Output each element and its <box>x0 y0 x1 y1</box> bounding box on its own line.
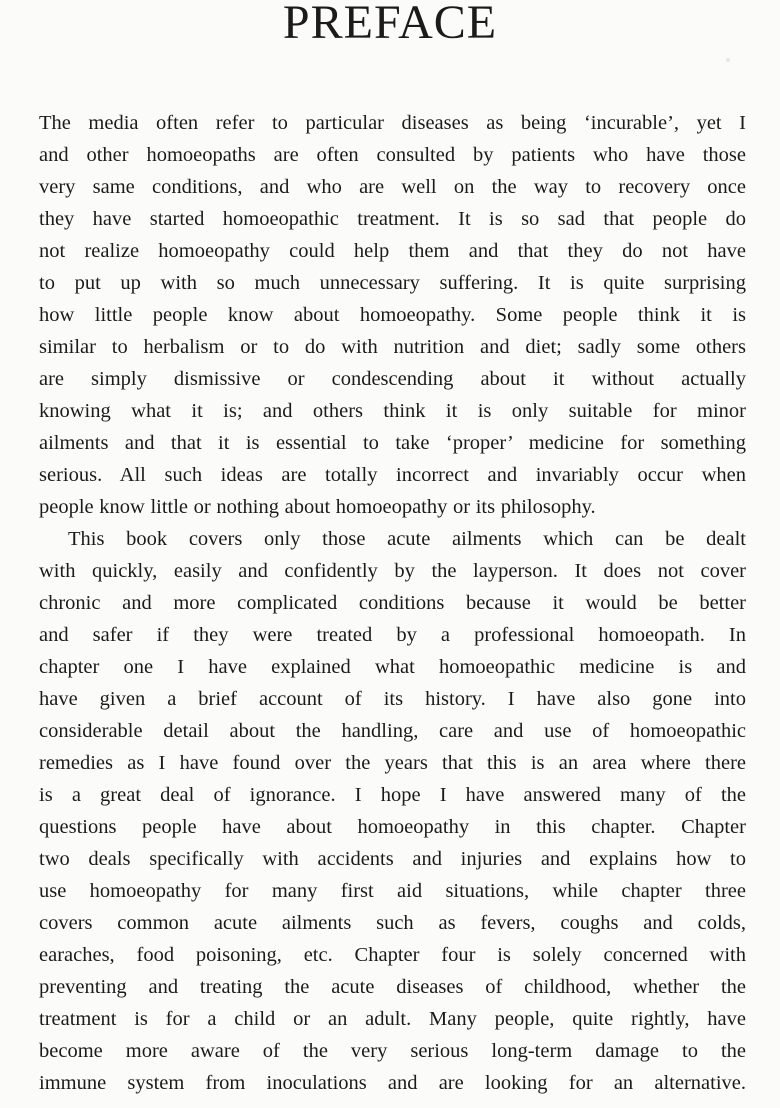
text-line: how little people know about homoeopathy. Some people think it is <box>39 304 746 326</box>
text-line: with quickly, easily and confidently by the layperson. It does not cover <box>39 560 746 582</box>
text-line: serious. All such ideas are totally incorrect and invariably occur when <box>39 464 746 486</box>
text-line: preventing and treating the acute diseases of childhood, whether the <box>39 976 746 998</box>
paragraph-1 <box>39 107 746 523</box>
text-line: are simply dismissive or condescending about it without actually <box>39 368 746 390</box>
text-line: considerable detail about the handling, care and use of homoeopathic <box>39 720 746 742</box>
text-line: become more aware of the very serious long-term damage to the <box>39 1040 746 1062</box>
text-line: treatment is for a child or an adult. Many people, quite rightly, have <box>39 1008 746 1030</box>
text-line: and other homoeopaths are often consulted by patients who have those <box>39 144 746 166</box>
text-line: and safer if they were treated by a professional homoeopath. In <box>39 624 746 646</box>
text-line: chronic and more complicated conditions because it would be better <box>39 592 746 614</box>
text-line: people know little or nothing about homoeopathy or its philosophy. <box>39 496 596 518</box>
scan-speck <box>726 58 730 62</box>
text-line: very same conditions, and who are well on the way to recovery once <box>39 176 746 198</box>
text-line: covers common acute ailments such as fevers, coughs and colds, <box>39 912 746 934</box>
text-line: knowing what it is; and others think it is only suitable for minor <box>39 400 746 422</box>
page-title: PREFACE <box>282 0 498 49</box>
text-line: they have started homoeopathic treatment. It is so sad that people do <box>39 208 746 230</box>
text-line: This book covers only those acute ailments which can be dealt <box>68 528 746 550</box>
text-line: questions people have about homoeopathy in this chapter. Chapter <box>39 816 746 838</box>
paragraph-2 <box>39 523 746 1099</box>
text-line: immune system from inoculations and are looking for an alternative. <box>39 1072 746 1094</box>
text-line: two deals specifically with accidents and injuries and explains how to <box>39 848 746 870</box>
text-line: is a great deal of ignorance. I hope I have answered many of the <box>39 784 746 806</box>
text-line: similar to herbalism or to do with nutrition and diet; sadly some others <box>39 336 746 358</box>
text-line: earaches, food poisoning, etc. Chapter four is solely concerned with <box>39 944 746 966</box>
text-line: ailments and that it is essential to take ‘proper’ medicine for something <box>39 432 746 454</box>
text-line: The media often refer to particular diseases as being ‘incurable’, yet I <box>39 112 746 134</box>
text-line: use homoeopathy for many first aid situations, while chapter three <box>39 880 746 902</box>
page-body <box>39 107 746 1099</box>
text-line: have given a brief account of its history. I have also gone into <box>39 688 746 710</box>
text-line: not realize homoeopathy could help them and that they do not have <box>39 240 746 262</box>
text-line: chapter one I have explained what homoeopathic medicine is and <box>39 656 746 678</box>
text-line: to put up with so much unnecessary suffering. It is quite surprising <box>39 272 746 294</box>
text-line: remedies as I have found over the years that this is an area where there <box>39 752 746 774</box>
